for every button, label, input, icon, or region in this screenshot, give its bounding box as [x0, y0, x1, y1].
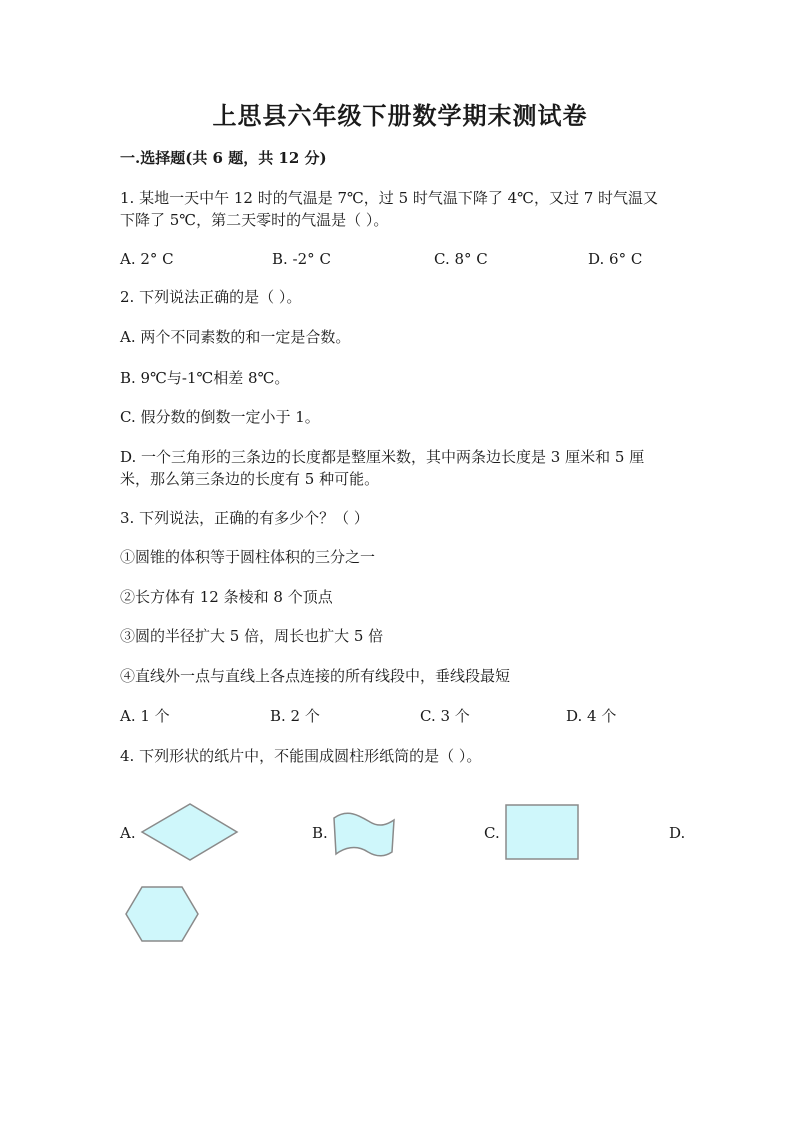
q4-label-b: B.: [312, 824, 328, 842]
question-2-stem: 2. 下列说法正确的是（ ）。: [120, 288, 302, 306]
q4-label-c: C.: [484, 824, 500, 842]
q4-label-a: A.: [120, 824, 136, 842]
q1-option-d: D. 6° C: [588, 250, 643, 268]
q3-statement-2: ②长方体有 12 条棱和 8 个顶点: [120, 588, 333, 606]
hexagon-shape: [124, 885, 200, 943]
page-title: 上思县六年级下册数学期末测试卷: [212, 101, 588, 130]
q3-option-c: C. 3 个: [420, 707, 470, 725]
q1-option-a: A. 2° C: [120, 250, 174, 268]
question-1-line-1: 1. 某地一天中午 12 时的气温是 7℃，过 5 时气温下降了 4℃，又过 7 时气温又: [120, 189, 659, 207]
q2-option-b: B. 9℃与-1℃相差 8℃。: [120, 369, 290, 387]
q2-option-c: C. 假分数的倒数一定小于 1。: [120, 408, 320, 426]
question-1-line-2: 下降了 5℃，第二天零时的气温是（ ）。: [120, 211, 389, 229]
question-4-stem: 4. 下列形状的纸片中，不能围成圆柱形纸筒的是（ ）。: [120, 747, 482, 765]
q3-statement-1: ①圆锥的体积等于圆柱体积的三分之一: [120, 548, 376, 566]
q3-option-b: B. 2 个: [270, 707, 320, 725]
question-3-stem: 3. 下列说法，正确的有多少个？（ ）: [120, 509, 369, 527]
q2-option-a: A. 两个不同素数的和一定是合数。: [120, 328, 351, 346]
q1-option-b: B. -2° C: [272, 250, 331, 268]
q3-option-d: D. 4 个: [566, 707, 617, 725]
wavy-sheet-shape: [332, 812, 396, 858]
section-heading: 一.选择题(共 6 题，共 12 分): [120, 149, 327, 167]
q3-statement-4: ④直线外一点与直线上各点连接的所有线段中，垂线段最短: [120, 667, 511, 685]
rectangle-shape: [505, 804, 579, 860]
q2-option-d-line-2: 米，那么第三条边的长度有 5 种可能。: [120, 470, 380, 488]
rhombus-shape: [140, 802, 240, 862]
q3-option-a: A. 1 个: [120, 707, 170, 725]
q4-label-d: D.: [669, 824, 686, 842]
q1-option-c: C. 8° C: [434, 250, 488, 268]
q3-statement-3: ③圆的半径扩大 5 倍，周长也扩大 5 倍: [120, 627, 384, 645]
q2-option-d-line-1: D. 一个三角形的三条边的长度都是整厘米数，其中两条边长度是 3 厘米和 5 厘: [120, 448, 645, 466]
